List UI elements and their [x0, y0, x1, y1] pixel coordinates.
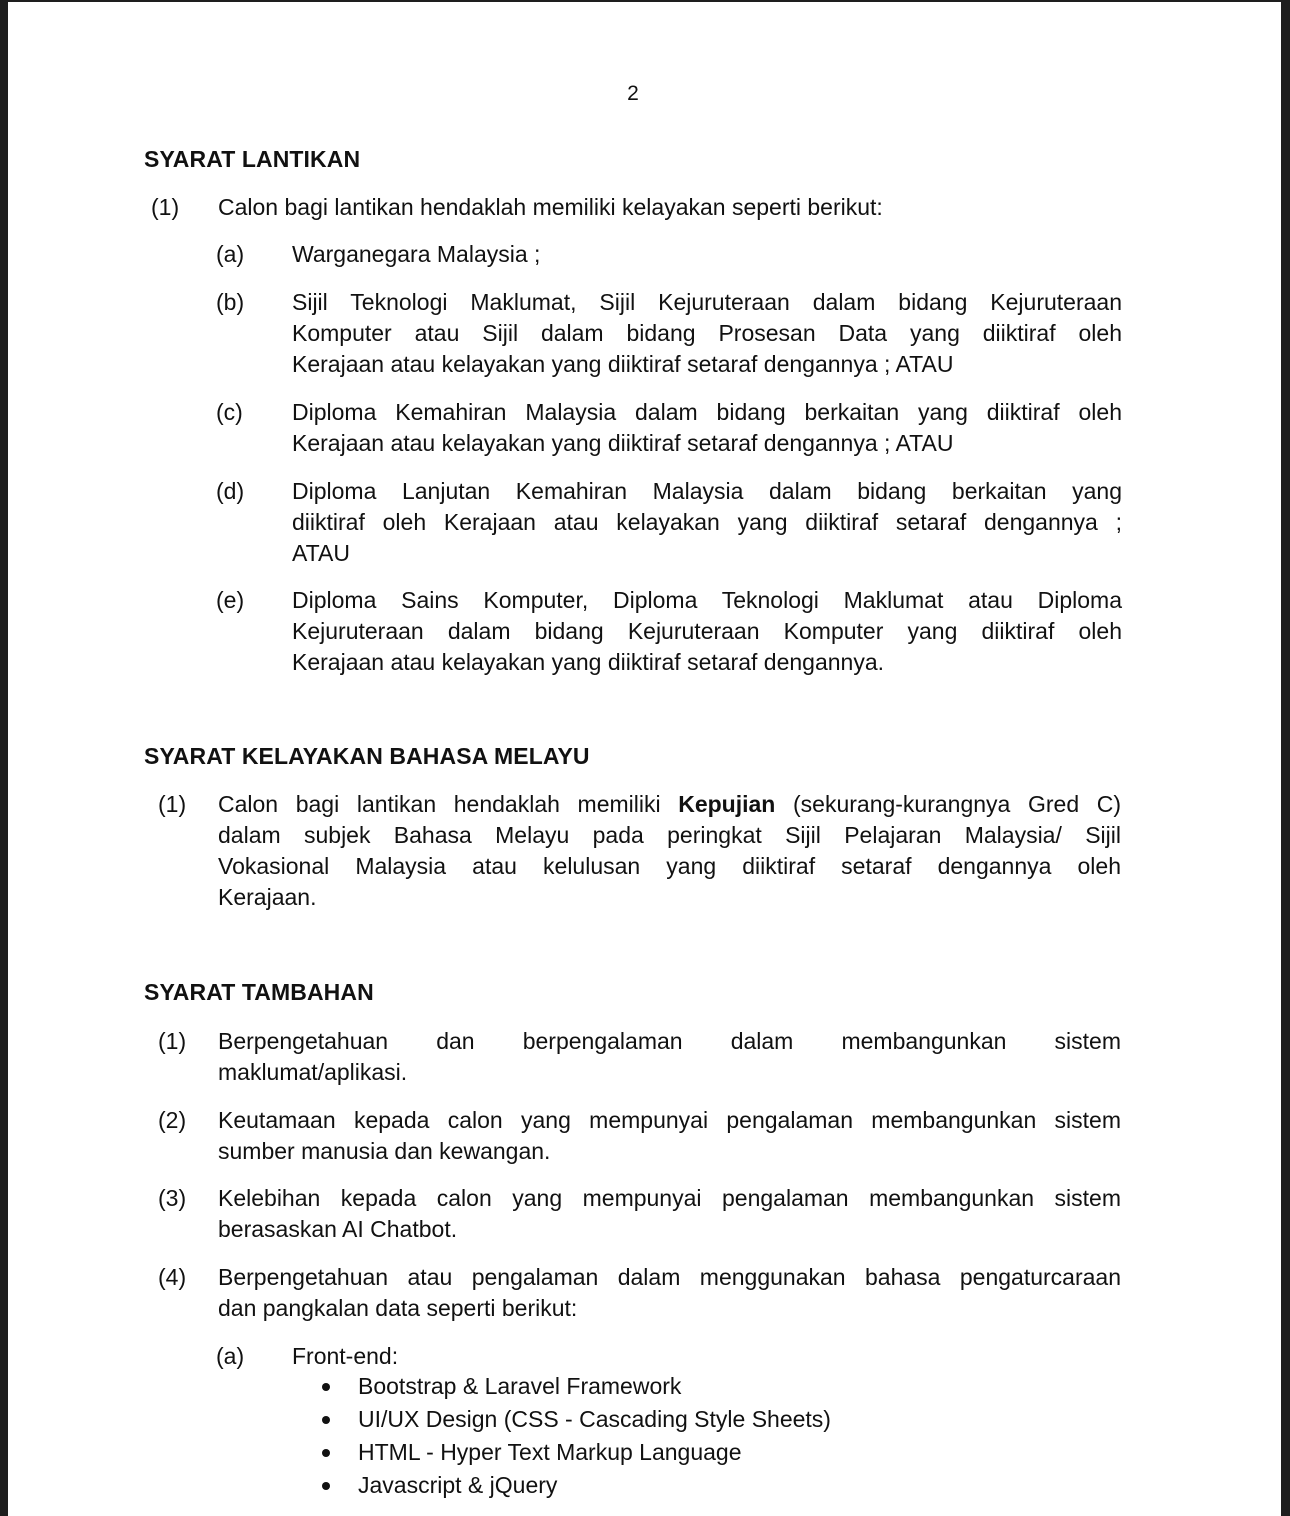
lantikan-item-text: Calon bagi lantikan hendaklah memiliki kelayakan seperti berikut:: [218, 194, 883, 220]
bullet-icon: [322, 1383, 330, 1391]
bahasa-item-text: Calon bagi lantikan hendaklah memiliki Kepujian (sekurang-kurangnya Gred C) dalam subjek Bahasa Melayu pada peringkat Sijil Pelajaran Malaysia/ Sijil Vokasional Malaysia atau kelulusan yang diiktiraf setaraf dengannya oleh Kerajaan.: [218, 791, 1122, 910]
lantikan-subitem-label: (b): [216, 289, 245, 315]
bullet-item: Javascript & jQuery: [318, 1469, 831, 1502]
bahasa-bold-kepujian: Kepujian: [678, 791, 776, 817]
bullet-icon: [322, 1449, 330, 1457]
lantikan-item-number: (1): [151, 194, 180, 220]
lantikan-subitem-text: Warganegara Malaysia ;: [292, 241, 541, 267]
bullet-item: UI/UX Design (CSS - Cascading Style Sheets): [318, 1403, 831, 1436]
document-page: [8, 2, 1281, 1516]
lantikan-subitem-label: (e): [216, 587, 245, 613]
section-title-tambahan: SYARAT TAMBAHAN: [144, 979, 374, 1005]
lantikan-subitem-label: (d): [216, 478, 245, 504]
tambahan-subitem-text: Front-end:: [292, 1343, 399, 1369]
bullet-item: Bootstrap & Laravel Framework: [318, 1370, 831, 1403]
section-title-bahasa: SYARAT KELAYAKAN BAHASA MELAYU: [144, 743, 590, 769]
lantikan-subitem-label: (a): [216, 241, 245, 267]
lantikan-subitem-text: Diploma Kemahiran Malaysia dalam bidang berkaitan yang diiktiraf oleh Kerajaan atau kelayakan yang diiktiraf setaraf dengannya ; ATAU: [292, 399, 1122, 456]
tambahan-item-text: Keutamaan kepada calon yang mempunyai pengalaman membangunkan sistem sumber manusia dan kewangan.: [218, 1107, 1121, 1164]
tambahan-item-number: (4): [158, 1264, 187, 1290]
bahasa-item-number: (1): [158, 791, 187, 817]
section-title-lantikan: SYARAT LANTIKAN: [144, 146, 361, 172]
frontend-bullet-list: [318, 1370, 831, 1502]
lantikan-subitem-text: Diploma Lanjutan Kemahiran Malaysia dalam bidang berkaitan yang diiktiraf oleh Kerajaan atau kelayakan yang diiktiraf setaraf dengannya ; ATAU: [292, 478, 1122, 566]
bullet-item: HTML - Hyper Text Markup Language: [318, 1436, 831, 1469]
lantikan-subitem-text: Diploma Sains Komputer, Diploma Teknologi Maklumat atau Diploma Kejuruteraan dalam bidang Kejuruteraan Komputer yang diiktiraf oleh Kerajaan atau kelayakan yang diiktiraf setaraf dengannya.: [292, 587, 1122, 675]
tambahan-item-number: (2): [158, 1107, 187, 1133]
tambahan-item-text: Kelebihan kepada calon yang mempunyai pengalaman membangunkan sistem berasaskan AI Chatbot.: [218, 1185, 1121, 1242]
lantikan-subitem-label: (c): [216, 399, 243, 425]
bullet-icon: [322, 1416, 330, 1424]
page-number: 2: [627, 82, 639, 105]
lantikan-subitem-text: Sijil Teknologi Maklumat, Sijil Kejuruteraan dalam bidang Kejuruteraan Komputer atau Sijil dalam bidang Prosesan Data yang diiktiraf oleh Kerajaan atau kelayakan yang diiktiraf setaraf dengannya ; ATAU: [292, 289, 1122, 377]
tambahan-item-text: Berpengetahuan dan berpengalaman dalam membangunkan sistem maklumat/aplikasi.: [218, 1028, 1121, 1085]
tambahan-item-number: (1): [158, 1028, 187, 1054]
tambahan-subitem-label: (a): [216, 1343, 245, 1369]
bullet-icon: [322, 1482, 330, 1490]
tambahan-item-number: (3): [158, 1185, 187, 1211]
tambahan-item-text: Berpengetahuan atau pengalaman dalam menggunakan bahasa pengaturcaraan dan pangkalan data seperti berikut:: [218, 1264, 1121, 1321]
